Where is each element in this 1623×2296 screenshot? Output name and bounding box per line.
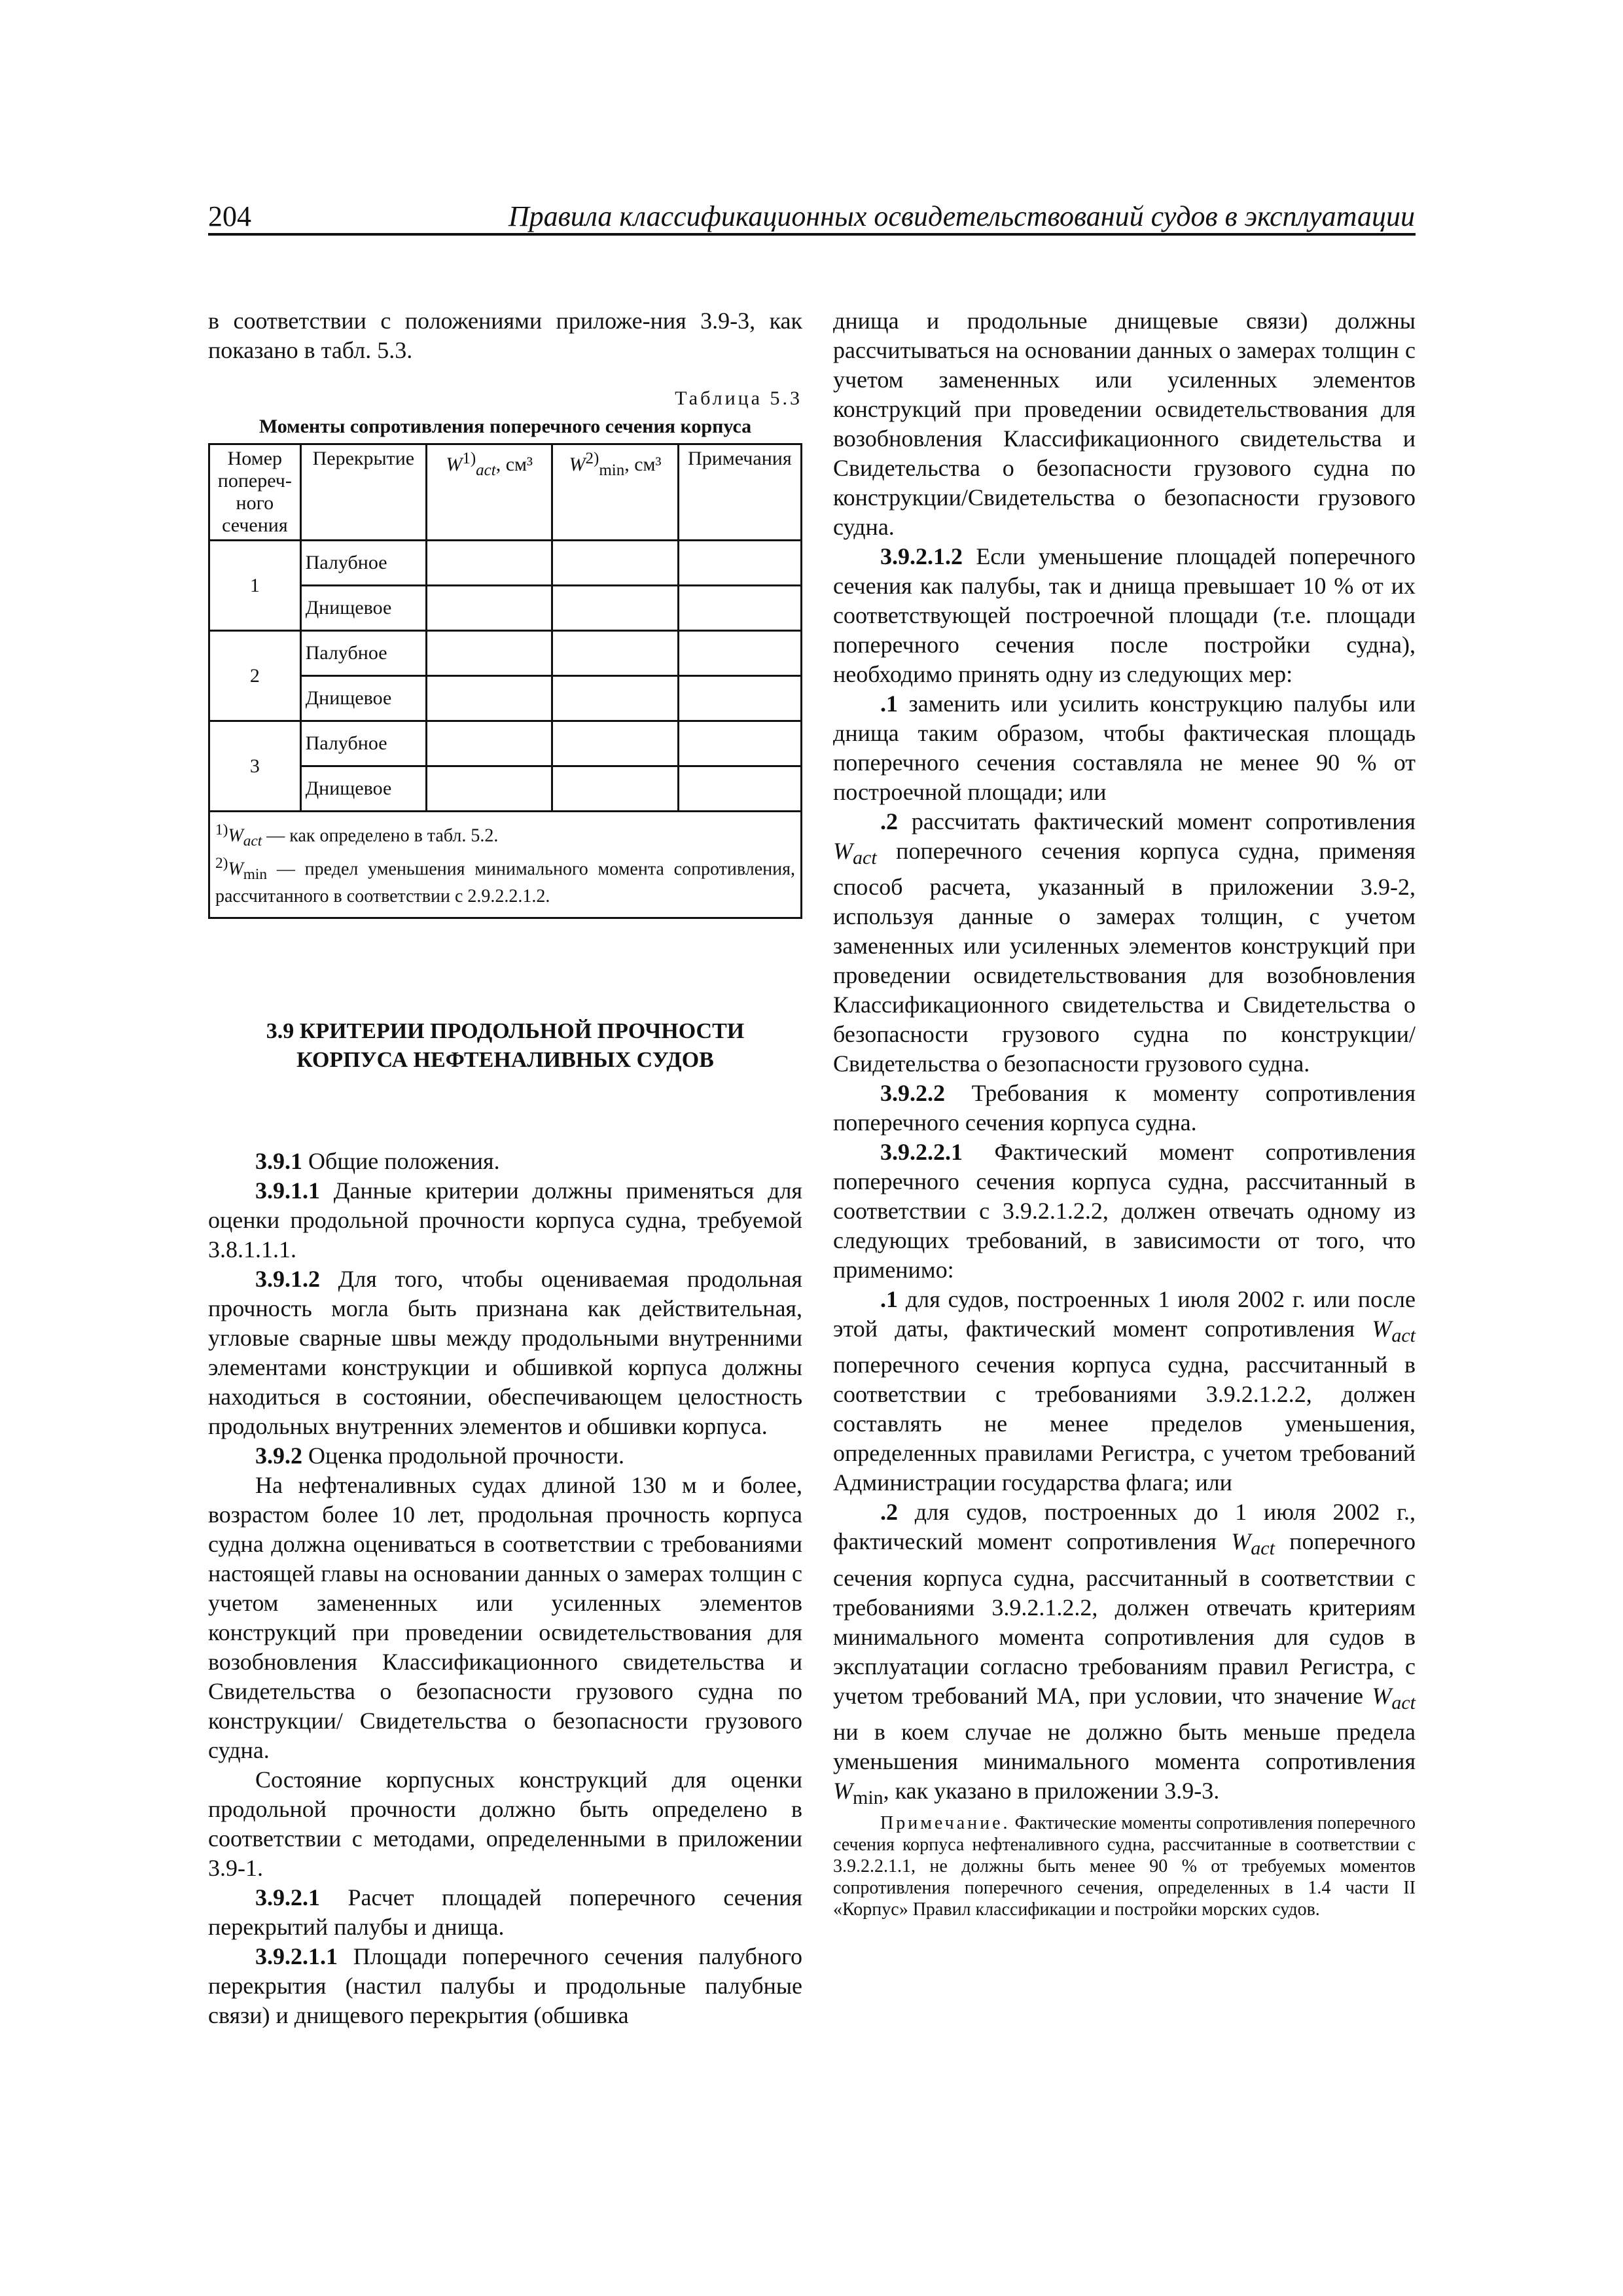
measure-item-2: .2 рассчитать фактический момент сопротивления $W_{act}$ поперечного сечения корпуса судна, применяя способ расчета, указанный в приложении 3.9-2, используя данные о замерах толщин, с учетом замененных или усиленных элементов конструкций при проведении освидетельствования для возобновления Классификационного свидетельства и Свидетельства о безопасности грузового судна по конструкции/Свидетельства о безопасности грузового судна. bbox=[833, 808, 1416, 1077]
paragraph-3-9-2-1: 3.9.2.1 Расчет площадей поперечного сечения перекрытий палубы и днища. bbox=[208, 1884, 802, 1940]
page-number: 204 bbox=[208, 200, 251, 232]
bottom-cell: Днищевое bbox=[300, 676, 426, 721]
measure-item-1: .1 заменить или усилить конструкцию палубы или днища таким образом, чтобы фактическая площадь поперечного сечения составляла не менее 90 % от построечной площади; или bbox=[833, 691, 1416, 805]
paragraph-3-9-2: 3.9.2 Оценка продольной прочности. bbox=[255, 1442, 624, 1469]
deck-cell: Палубное bbox=[300, 631, 426, 676]
continued-paragraph: днища и продольные днищевые связи) должны рассчитываться на основании данных о замерах толщин с учетом замененных или усиленных элементов конструкций при проведении освидетельствования для возобновления Классификационного свидетельства и Свидетельства о безопасности грузового судна по конструкции/Свидетельства о безопасности грузового судна. bbox=[833, 308, 1416, 540]
section-heading: 3.9 КРИТЕРИИ ПРОДОЛЬНОЙ ПРОЧНОСТИ КОРПУСА НЕФТЕНАЛИВНЫХ СУДОВ bbox=[266, 1018, 745, 1072]
table-title: Моменты сопротивления поперечного сечения корпуса bbox=[259, 416, 752, 437]
intro-paragraph: в соответствии с положениями приложе-ния 3.9-3, как показано в табл. 5.3. bbox=[208, 308, 802, 363]
paragraph-3-9-2-body2: Состояние корпусных конструкций для оценки продольной прочности должно быть определено в соответствии с методами, определенными в приложении 3.9-1. bbox=[208, 1766, 802, 1881]
running-title: Правила классификационных освидетельствований судов в эксплуатации bbox=[508, 200, 1415, 232]
header-rule bbox=[208, 233, 1416, 236]
paragraph-3-9-2-body: На нефтеналивных судах длиной 130 м и более, возрастом более 10 лет, продольная прочность корпуса судна должна оцениваться в соответствии с требованиями настоящей главы на основании данных о замерах толщин с учетом замененных или усиленных элементов конструкций при проведении освидетельствования для возобновления Классификационного свидетельства и Свидетельства о безопасности грузового судна по конструкции/ Свидетельства о безопасности грузового судна. bbox=[208, 1471, 802, 1763]
footnote-2: $^{2)}W_{min}$ — предел уменьшения минимального момента сопротивления, рассчитанного в соответствии с 2.9.2.2.1.2. bbox=[215, 854, 796, 906]
paragraph-3-9-2-1-2: 3.9.2.1.2 Если уменьшение площадей поперечного сечения как палубы, так и днища превышает 10 % от их соответствующей построечной площади (т.е. площади поперечного сечения после постройки судна), необходимо принять одну из следующих мер: bbox=[833, 543, 1416, 687]
requirement-item-1: .1 для судов, построенных 1 июля 2002 г. или после этой даты, фактический момент сопротивления $W_{act}$ поперечного сечения корпуса судна, рассчитанный в соответствии с требованиями 3.9.2.1.2.2, должен составлять не менее пределов уменьшения, определенных правилами Регистра, с учетом требований Администрации государства флага; или bbox=[833, 1286, 1416, 1496]
deck-cell: Палубное bbox=[300, 721, 426, 766]
th-notes: Примечания bbox=[678, 444, 801, 541]
table-footnotes bbox=[209, 812, 802, 918]
bottom-cell: Днищевое bbox=[300, 586, 426, 631]
note-paragraph bbox=[833, 1812, 1416, 1920]
note-text: Фактические моменты сопротивления поперечного сечения корпуса нефтеналивного судна, рассчитанные в соответствии с 3.9.2.2.1.1, не должны быть менее 90 % от требуемых моментов сопротивления поперечного сечения, определенных в 1.4 части II «Корпус» Правил классификации и постройки морских судов. bbox=[833, 1812, 1416, 1920]
table-row bbox=[209, 721, 802, 766]
right-column bbox=[833, 306, 1416, 1920]
section-number: 3 bbox=[209, 721, 301, 812]
paragraph-3-9-1: 3.9.1 Общие положения. bbox=[255, 1147, 500, 1174]
th-wmin: $W^{2)}_{min}$, см³ bbox=[552, 444, 678, 541]
left-column bbox=[208, 306, 802, 2030]
th-section-no: Номер попереч-ного сечения bbox=[209, 444, 301, 541]
deck-cell: Палубное bbox=[300, 541, 426, 586]
footnote-1: $^{1)}W_{act}$ — как определено в табл. 5.2. bbox=[215, 821, 499, 850]
section-modulus-table bbox=[208, 443, 802, 919]
requirement-item-2: .2 для судов, построенных до 1 июля 2002 г., фактический момент сопротивления $W_{act}$ поперечного сечения корпуса судна, рассчитанный в соответствии с требованиями 3.9.2.1.2.2, должен отвечать критериям минимального момента сопротивления для судов в эксплуатации согласно требованиям правил Регистра, с учетом требований МА, при условии, что значение $W_{act}$ ни в коем случае не должно быть меньше предела уменьшения минимального момента сопротивления $W_{min}$, как указано в приложении 3.9-3. bbox=[833, 1499, 1416, 1808]
paragraph-3-9-2-2: 3.9.2.2 Требования к моменту сопротивления поперечного сечения корпуса судна. bbox=[833, 1080, 1416, 1136]
table-header-row bbox=[209, 444, 802, 541]
paragraph-3-9-1-1: 3.9.1.1 Данные критерии должны применяться для оценки продольной прочности корпуса судна, требуемой 3.8.1.1.1. bbox=[208, 1177, 802, 1263]
th-wact: $W^{1)}_{act}$, см³ bbox=[427, 444, 552, 541]
note-label: Примечание. bbox=[880, 1812, 1010, 1833]
paragraph-3-9-2-1-1: 3.9.2.1.1 Площади поперечного сечения палубного перекрытия (настил палубы и продольные палубные связи) и днищевого перекрытия (обшивка bbox=[208, 1943, 802, 2028]
paragraph-3-9-2-2-1: 3.9.2.2.1 Фактический момент сопротивления поперечного сечения корпуса судна, рассчитанный в соответствии с 3.9.2.1.2.2, должен отвечать одному из следующих требований, в зависимости от того, что применимо: bbox=[833, 1139, 1416, 1283]
table-row bbox=[209, 631, 802, 676]
table-row bbox=[209, 541, 802, 586]
table-number: Таблица 5.3 bbox=[675, 387, 802, 409]
th-deck: Перекрытие bbox=[300, 444, 426, 541]
section-number: 2 bbox=[209, 631, 301, 721]
paragraph-3-9-1-2: 3.9.1.2 Для того, чтобы оцениваемая продольная прочность могла быть признана как действительная, угловые сварные швы между продольными внутренними элементами конструкции и обшивкой корпуса должны находиться в состоянии, обеспечивающем целостность продольных внутренних элементов и обшивки корпуса. bbox=[208, 1265, 802, 1439]
section-number: 1 bbox=[209, 541, 301, 631]
bottom-cell: Днищевое bbox=[300, 766, 426, 812]
